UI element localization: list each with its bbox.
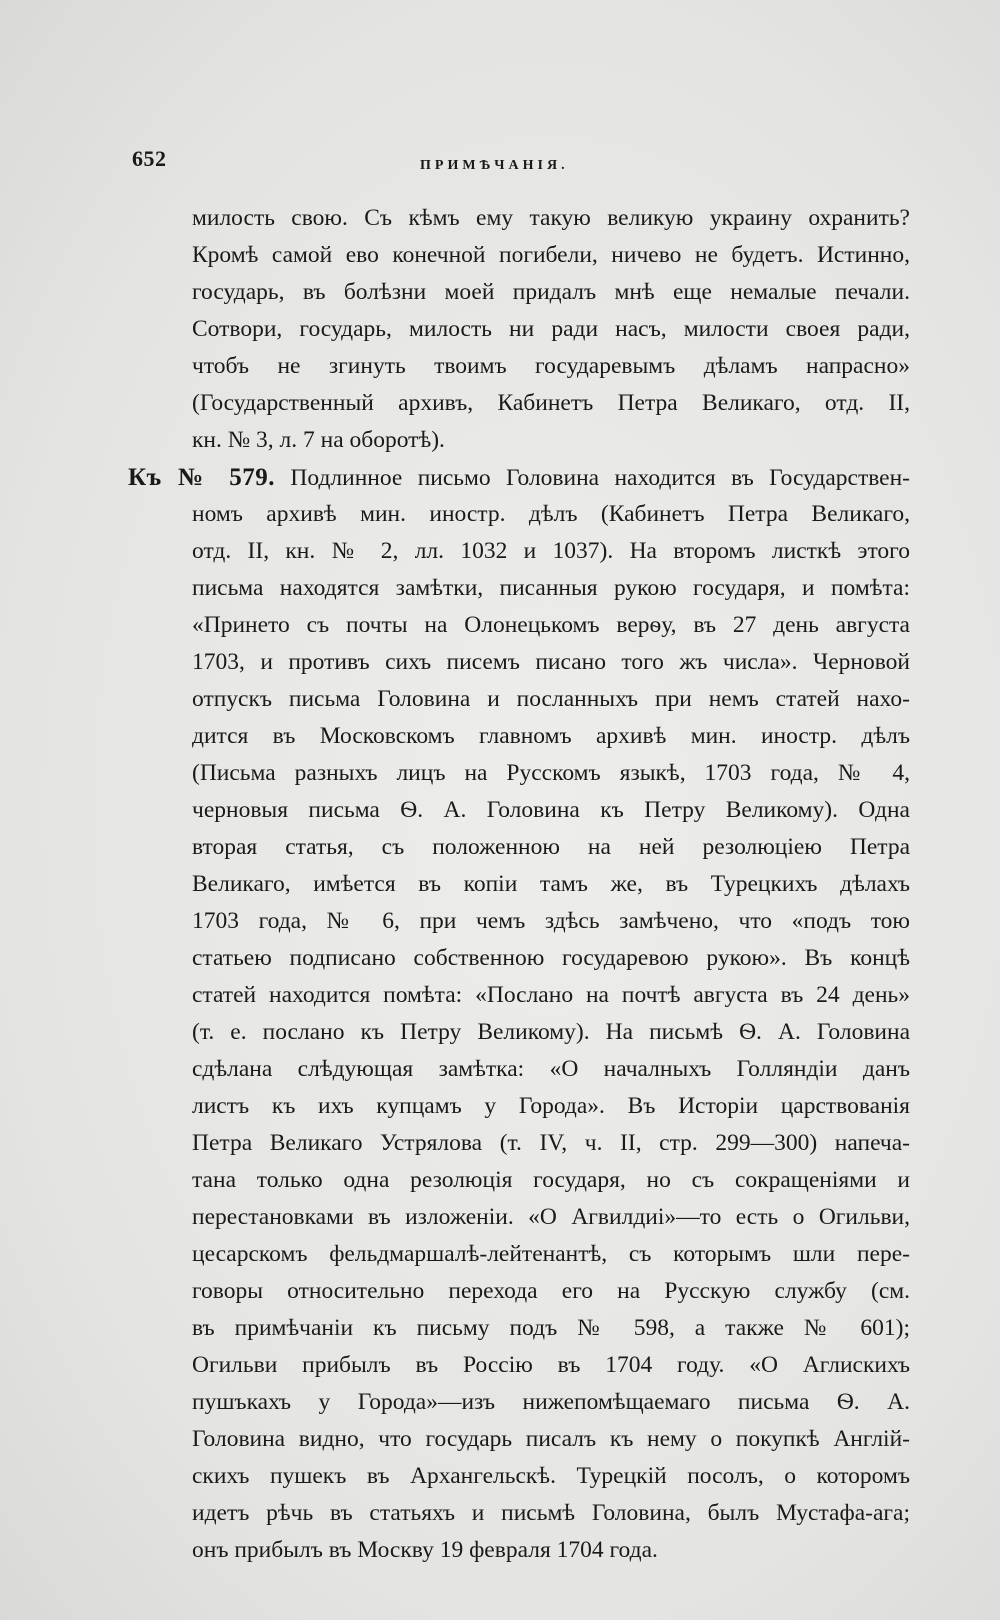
text-line: идетъ рѣчь въ статьяхъ и письмѣ Головина, былъ Мустафа-ага;: [192, 1500, 910, 1526]
body-text: [128, 200, 911, 1569]
text-line: тана только одна резолюція государя, но съ сокращеніями и: [192, 1167, 910, 1193]
text-line: государь, въ болѣзни моей придалъ мнѣ еще немалые печали.: [192, 279, 910, 305]
text-line: Петра Великаго Устрялова (т. IV, ч. II, стр. 299—300) напеча-: [192, 1130, 911, 1156]
text-line: сдѣлана слѣдующая замѣтка: «О началныхъ Голляндіи данъ: [192, 1056, 910, 1082]
text-line: (т. е. послано къ Петру Великому). На письмѣ Ѳ. А. Головина: [192, 1019, 910, 1045]
text-line: говоры относительно перехода его на Русскую службу (см.: [192, 1278, 910, 1304]
text-line: (Письма разныхъ лицъ на Русскомъ языкѣ, 1703 года, № 4,: [192, 760, 910, 786]
text-line: пушъкахъ у Города»—изъ нижепомѣщаемаго письма Ѳ. А.: [192, 1389, 910, 1415]
text-line: отд. II, кн. № 2, лл. 1032 и 1037). На второмъ листкѣ этого: [192, 538, 910, 564]
paragraph-continuation: [192, 200, 910, 459]
text-line: листъ къ ихъ купцамъ у Города». Въ Исторіи царствованія: [192, 1093, 910, 1119]
text-line: Великаго, имѣется въ копіи тамъ же, въ Турецкихъ дѣлахъ: [192, 871, 910, 897]
text-line: чтобъ не згинуть твоимъ государевымъ дѣламъ напрасно»: [192, 353, 910, 379]
text-line: перестановками въ изложеніи. «О Агвилдиі»—то есть о Огильви,: [192, 1204, 910, 1230]
text-line: номъ архивѣ мин. иностр. дѣлъ (Кабинетъ Петра Великаго,: [192, 501, 910, 527]
text-line: «Принето съ почты на Олонецькомъ верѳу, въ 27 день августа: [192, 612, 910, 638]
text-line: дится въ Московскомъ главномъ архивѣ мин. иностр. дѣлъ: [192, 723, 910, 749]
text-line: письма находятся замѣтки, писанныя рукою государя, и помѣта:: [192, 575, 910, 601]
text-line: статей находится помѣта: «Послано на почтѣ августа въ 24 день»: [192, 982, 910, 1008]
note-579: [128, 459, 911, 1569]
text-line: отпускъ письма Головина и посланныхъ при немъ статей нахо-: [192, 686, 910, 712]
note-first-line: [128, 459, 910, 496]
text-line: въ примѣчаніи къ письму подъ № 598, а также № 601);: [192, 1315, 910, 1341]
text-line: скихъ пушекъ въ Архангельскѣ. Турецкій посолъ, о которомъ: [192, 1463, 910, 1489]
text-line: милость свою. Съ кѣмъ ему такую великую украину охранить?: [192, 205, 910, 231]
text-line: Огильви прибылъ въ Россію въ 1704 году. «О Аглискихъ: [192, 1352, 910, 1378]
page-number: 652: [132, 146, 167, 171]
text-line: онъ прибылъ въ Москву 19 февраля 1704 года.: [192, 1537, 658, 1563]
text-line: 1703, и противъ сихъ писемъ писано того жъ числа». Черновой: [192, 649, 910, 675]
text-line: черновыя письма Ѳ. А. Головина къ Петру Великому). Одна: [192, 797, 910, 823]
text-line: кн. № 3, л. 7 на оборотѣ).: [192, 427, 445, 453]
text-line: Сотвори, государь, милость ни ради насъ, милости своея ради,: [192, 316, 910, 342]
text-line: Головина видно, что государь писалъ къ нему о покупкѣ Англій-: [192, 1426, 910, 1452]
note-reference-label: Къ № 579.: [128, 464, 276, 491]
text-line: цесарскомъ фельдмаршалѣ-лейтенантѣ, съ которымъ шли пере-: [192, 1241, 910, 1267]
text-line: Кромѣ самой ево конечной погибели, ничево не будетъ. Истинно,: [192, 242, 910, 268]
note-first-line-text: Подлинное письмо Головина находится въ Государствен-: [290, 465, 911, 491]
text-line: (Государственный архивъ, Кабинетъ Петра Великаго, отд. II,: [192, 390, 910, 416]
text-line: статьею подписано собственною государевою рукою». Въ концѣ: [192, 945, 910, 971]
running-head: ПРИМѢЧАНІЯ.: [420, 158, 569, 173]
text-line: 1703 года, № 6, при чемъ здѣсь замѣчено, что «подъ тою: [192, 908, 910, 934]
text-line: вторая статья, съ положенною на ней резолюціею Петра: [192, 834, 910, 860]
